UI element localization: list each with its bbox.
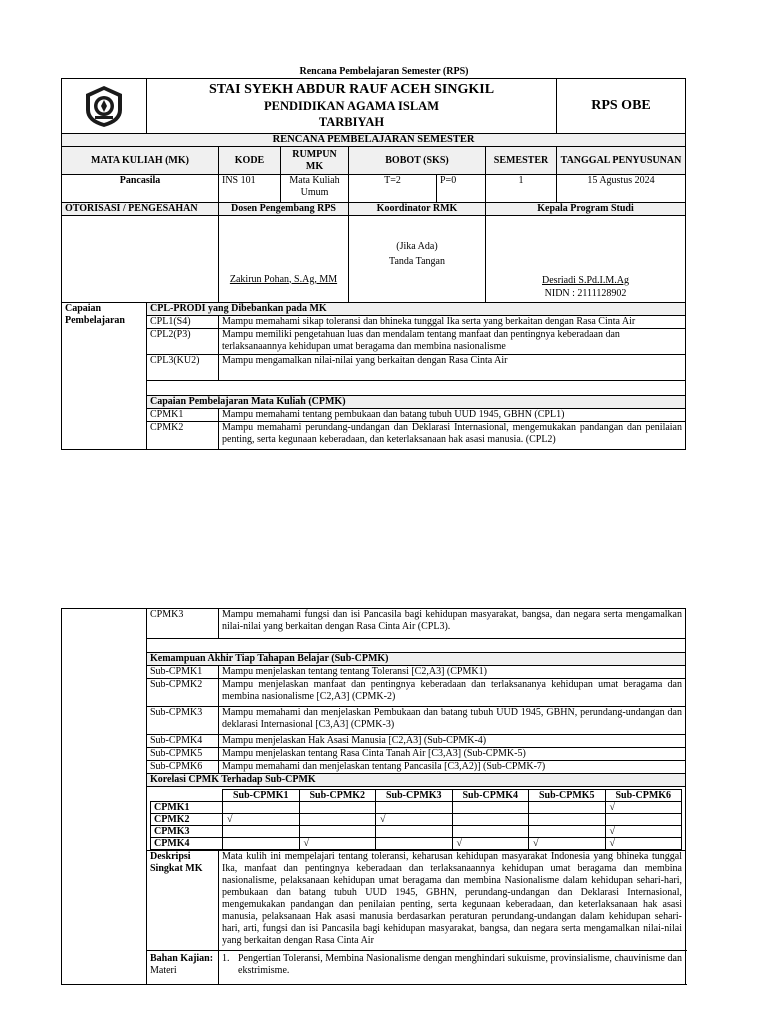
course-date: 15 Agustus 2024 [557, 175, 686, 203]
course-sks-t: T=2 [349, 175, 437, 203]
matrix-corner [151, 790, 223, 802]
matrix-col-header: Sub-CPMK2 [299, 790, 376, 802]
bahan-item [222, 953, 682, 976]
course-semester: 1 [486, 175, 557, 203]
sub-cpmk-code: Sub-CPMK5 [147, 748, 219, 761]
sub-cpmk-text: Mampu menjelaskan Hak Asasi Manusia [C2,A3] (Sub-CPMK-4) [219, 735, 686, 748]
dosen-header: Dosen Pengembang RPS [219, 203, 349, 216]
matrix-cell: √ [605, 838, 682, 850]
sub-cpmk-text: Mampu memahami dan menjelaskan tentang Pancasila [C3,A2)] (Sub-CPMK-7) [219, 761, 686, 774]
bahan-label-cell [147, 951, 219, 985]
matrix-cell: √ [223, 814, 300, 826]
course-code: INS 101 [219, 175, 281, 203]
matrix-row-label: CPMK1 [151, 802, 223, 814]
cpmk-code: CPMK2 [147, 422, 219, 450]
logo-cell [62, 79, 147, 134]
matrix-cell [452, 826, 529, 838]
matrix-cell [299, 802, 376, 814]
cpmk-heading: Capaian Pembelajaran Mata Kuliah (CPMK) [147, 396, 686, 409]
kaprodi-signature-cell [486, 216, 686, 303]
sub-cpmk-heading: Kemampuan Akhir Tiap Tahapan Belajar (Sub-CPMK) [147, 653, 686, 666]
cpl-code: CPL1(S4) [147, 316, 219, 329]
kaprodi-nidn: NIDN : 2111128902 [544, 288, 627, 299]
spacer-row [147, 381, 686, 396]
matrix-cell [529, 802, 606, 814]
rps-continued-table [61, 608, 686, 985]
bahan-label: Bahan Kajian: [150, 953, 214, 964]
cpmk-code: CPMK3 [147, 609, 219, 639]
kaprodi-header: Kepala Program Studi [486, 203, 686, 216]
matrix-row-label: CPMK2 [151, 814, 223, 826]
matrix-cell [299, 814, 376, 826]
matrix-cell [376, 802, 453, 814]
sub-cpmk-text: Mampu memahami dan menjelaskan Pembukaan dan batang tubuh UUD 1945, GBHN, perundang-undangan dan deklarasi Internasional [C3,A3] (CPMK-3) [219, 707, 686, 735]
sub-cpmk-code: Sub-CPMK6 [147, 761, 219, 774]
col-header-rumpun: RUMPUN MK [281, 147, 349, 175]
document-title: Rencana Pembelajaran Semester (RPS) [299, 66, 469, 77]
capaian-label: Capaian Pembelajaran [62, 303, 147, 450]
dosen-name: Zakirun Pohan, S.Ag, MM [229, 273, 338, 285]
matrix-row-label: CPMK3 [151, 826, 223, 838]
sub-cpmk-text: Mampu menjelaskan tentang tentang Toleransi [C2,A3] (CPMK1) [219, 666, 686, 679]
rps-header-table [61, 78, 686, 450]
program-name: PENDIDIKAN AGAMA ISLAM [263, 99, 439, 113]
matrix-cell: √ [605, 826, 682, 838]
korelasi-matrix [150, 789, 682, 850]
spacer-row [147, 639, 686, 653]
korelasi-matrix-cell [147, 787, 686, 851]
matrix-cell [376, 838, 453, 850]
matrix-cell [452, 802, 529, 814]
course-name: Pancasila [62, 175, 219, 203]
institution-name: STAI SYEKH ABDUR RAUF ACEH SINGKIL [208, 82, 495, 97]
matrix-row-label: CPMK4 [151, 838, 223, 850]
institution-logo [82, 84, 126, 128]
course-sks-p: P=0 [437, 175, 486, 203]
matrix-cell: √ [376, 814, 453, 826]
cpmk-text: Mampu memahami perundang-undangan dan Deklarasi Internasional, mengemukakan pandangan dan penilaian penting, serta kegunaan keberadaan, dan keterlaksanaan hak asasi manusia. (CPL2) [219, 422, 686, 450]
cpmk-text: Mampu memahami tentang pembukaan dan batang tubuh UUD 1945, GBHN (CPL1) [219, 409, 686, 422]
col-header-mk: MATA KULIAH (MK) [62, 147, 219, 175]
cpmk-code: CPMK1 [147, 409, 219, 422]
matrix-col-header: Sub-CPMK1 [223, 790, 300, 802]
koordinator-sign: Tanda Tangan [389, 256, 445, 267]
koordinator-header: Koordinator RMK [349, 203, 486, 216]
col-header-kode: KODE [219, 147, 281, 175]
matrix-col-header: Sub-CPMK5 [529, 790, 606, 802]
koordinator-signature-cell [349, 216, 486, 303]
capaian-label-continued [62, 609, 147, 985]
kaprodi-name: Desriadi S.Pd.I.M.Ag [542, 275, 629, 286]
course-rumpun: Mata Kuliah Umum [281, 175, 349, 203]
korelasi-heading: Korelasi CPMK Terhadap Sub-CPMK [147, 774, 686, 787]
matrix-cell [452, 814, 529, 826]
matrix-cell [223, 838, 300, 850]
matrix-cell [529, 826, 606, 838]
matrix-col-header: Sub-CPMK3 [376, 790, 453, 802]
matrix-cell: √ [529, 838, 606, 850]
deskripsi-label: Deskripsi Singkat MK [147, 851, 219, 951]
col-header-semester: SEMESTER [486, 147, 557, 175]
matrix-cell [376, 826, 453, 838]
col-header-bobot: BOBOT (SKS) [349, 147, 486, 175]
col-header-tanggal: TANGGAL PENYUSUNAN [557, 147, 686, 175]
sub-cpmk-text: Mampu menjelaskan manfaat dan pentingnya keberadaan dan terlaksananya kehidupan umat beragama dan membina nasionalisme [C2,A3] (CPMK-2) [219, 679, 686, 707]
matrix-cell [223, 826, 300, 838]
matrix-cell: √ [605, 802, 682, 814]
sub-cpmk-code: Sub-CPMK4 [147, 735, 219, 748]
sub-cpmk-code: Sub-CPMK1 [147, 666, 219, 679]
faculty-name: TARBIYAH [318, 115, 385, 129]
rps-obe-badge: RPS OBE [557, 79, 686, 134]
matrix-col-header: Sub-CPMK4 [452, 790, 529, 802]
cpl-text: Mampu memiliki pengetahuan luas dan mendalam tentang manfaat dan pentingnya keberadaan dan terlaksanaannya kehidupan umat beragama dan membina nasionalisme [219, 329, 686, 355]
matrix-cell [223, 802, 300, 814]
bahan-list-cell [219, 951, 686, 985]
bahan-sublabel: Materi [150, 964, 177, 976]
sub-cpmk-code: Sub-CPMK2 [147, 679, 219, 707]
section-title: RENCANA PEMBELAJARAN SEMESTER [62, 134, 686, 147]
bahan-item-number: 1. [222, 953, 230, 964]
matrix-cell: √ [452, 838, 529, 850]
cpl-text: Mampu mengamalkan nilai-nilai yang berkaitan dengan Rasa Cinta Air [219, 355, 686, 381]
matrix-col-header: Sub-CPMK6 [605, 790, 682, 802]
sub-cpmk-text: Mampu menjelaskan tentang Rasa Cinta Tanah Air [C3,A3] (Sub-CPMK-5) [219, 748, 686, 761]
cpl-code: CPL2(P3) [147, 329, 219, 355]
matrix-cell [299, 826, 376, 838]
cpl-text: Mampu memahami sikap toleransi dan bhineka tunggal Ika serta yang berkaitan dengan Rasa Cinta Air [219, 316, 686, 329]
cpl-heading: CPL-PRODI yang Dibebankan pada MK [147, 303, 686, 316]
matrix-cell [529, 814, 606, 826]
deskripsi-text: Mata kulih ini mempelajari tentang toleransi, keharusan kehidupan masyarakat Indonesia yang bhineka tunggal Ika, manfaat dan pentingnya keberadaan dan terlaksanaannya kehidupan umat beragama dan membina nasionalisme, pelaksanaan kehidupan umat beragama dan membina Nasionalisme dalam kehidupan sehari-hari, pembukaan dan batang tubuh UUD 1945, GBHN, perundang-undangan dan Deklarasi Internasional, mengemukakan pandangan dan penilaian penting, serta kegunaan keberadaan, dan keterlaksanaan hak asasi manusia, pelaksanaan Hak asasi manusia berdasarkan peraturan perundang-undangan dalam kehidupan sehari-hari, arti, fungsi dan isi Pancasila bagi kehidupan masyarakat, bangsa, dan negara serta mengamalkan nilai-nilai yang berkaitan dengan Rasa Cinta Air [219, 851, 686, 951]
institution-cell [147, 79, 557, 134]
cpl-code: CPL3(KU2) [147, 355, 219, 381]
cpmk-text: Mampu memahami fungsi dan isi Pancasila bagi kehidupan masyarakat, bangsa, dan negara serta mengamalkan nilai-nilai yang berkaitan dengan Rasa Cinta Air (CPL3). [219, 609, 686, 639]
dosen-signature-cell [219, 216, 349, 303]
matrix-cell [605, 814, 682, 826]
matrix-cell: √ [299, 838, 376, 850]
sub-cpmk-code: Sub-CPMK3 [147, 707, 219, 735]
otorisasi-blank [62, 216, 219, 303]
bahan-item-text: Pengertian Toleransi, Membina Nasionalisme dengan menghindari sukuisme, provinsialisme, chauvinisme dan ekstrimisme. [238, 953, 682, 976]
otorisasi-label: OTORISASI / PENGESAHAN [62, 203, 219, 216]
koordinator-note: (Jika Ada) [396, 241, 438, 252]
